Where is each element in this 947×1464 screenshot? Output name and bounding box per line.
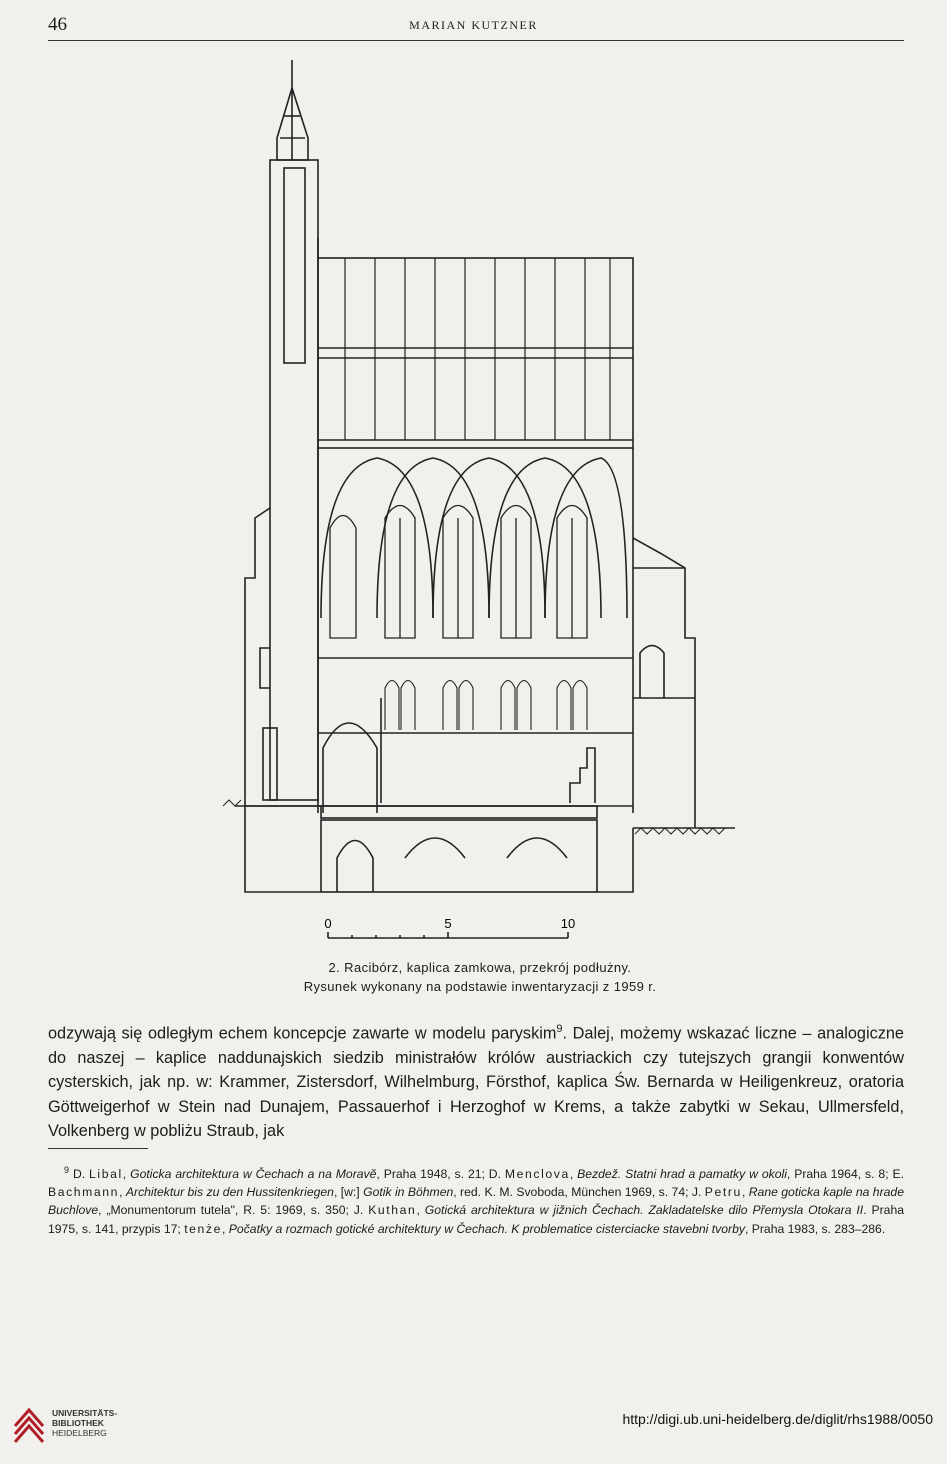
body-text-start: odzywają się odległym echem koncepcje zawarte w modelu paryskim xyxy=(48,1024,557,1043)
source-url-link[interactable]: http://digi.ub.uni-heidelberg.de/diglit/rhs1988/0050 xyxy=(622,1411,933,1427)
fn-author: Bachmann xyxy=(48,1185,120,1200)
library-logo-icon xyxy=(12,1406,46,1446)
caption-line-2: Rysunek wykonany na podstawie inwentaryzacji z 1959 r. xyxy=(303,979,657,994)
fn-author: Petru xyxy=(704,1185,742,1200)
logo-line-1: UNIVERSITÄTS- xyxy=(52,1408,118,1418)
footnote-rule xyxy=(48,1148,148,1149)
library-logo[interactable] xyxy=(12,1404,162,1450)
logo-line-2: BIBLIOTHEK xyxy=(52,1418,104,1428)
fn-author: Menclova xyxy=(504,1167,570,1182)
scale-label-5: 5 xyxy=(444,916,452,931)
page-number: 46 xyxy=(48,14,67,35)
fn-author: tenże xyxy=(184,1221,223,1236)
footnote-ref[interactable]: 9 xyxy=(556,1023,563,1035)
scale-label-0: 0 xyxy=(324,916,332,931)
fn-text: , Praha 1964, s. 8; E. xyxy=(786,1167,905,1182)
footnote-number: 9 xyxy=(64,1165,70,1175)
fn-text: , xyxy=(416,1203,425,1218)
fn-title: Počatky a rozmach gotické architektury w Čechach. K problematice cisterciacke stavebni tvorby xyxy=(228,1221,745,1236)
fn-text: , Praha 1948, s. 21; D. xyxy=(376,1167,505,1182)
fn-text: , xyxy=(122,1167,131,1182)
fn-title: Goticka architektura w Čechach a na Moravě xyxy=(130,1167,377,1182)
fn-text: , xyxy=(222,1221,229,1236)
footnote xyxy=(48,1161,904,1238)
fn-title: Gotik in Böhmen xyxy=(363,1185,454,1200)
header-rule xyxy=(48,40,904,41)
scale-label-10: 10 xyxy=(560,916,576,931)
fn-title: Rane goticka kaple na hrade Buchlove xyxy=(48,1185,904,1218)
fn-text: , xyxy=(569,1167,578,1182)
running-head: MARIAN KUTZNER xyxy=(409,18,538,32)
logo-line-3: HEIDELBERG xyxy=(52,1428,107,1438)
fn-text: . Praha 1975, s. 141, przypis 17; xyxy=(48,1203,905,1236)
fn-text: , [w:] xyxy=(333,1185,364,1200)
fn-text: , xyxy=(741,1185,749,1200)
body-paragraph xyxy=(48,1017,904,1143)
fn-text: , xyxy=(119,1185,126,1200)
fn-title: Architektur bis zu den Hussitenkriegen xyxy=(125,1185,334,1200)
fn-text: , Praha 1983, s. 283–286. xyxy=(744,1221,886,1236)
fn-text: D. xyxy=(72,1167,90,1182)
caption-line-1: 2. Racibórz, kaplica zamkowa, przekrój podłużny. xyxy=(328,960,632,975)
figure-caption xyxy=(180,958,780,996)
fn-title: Gotická architektura w jižnich Čechach. Zakladatelske dilo Přemysla Otokara II xyxy=(424,1203,864,1218)
fn-title: Bezdež. Statni hrad a pamatky w okoli xyxy=(577,1167,787,1182)
fn-text: , „Monumentorum tutela", R. 5: 1969, s. 350; J. xyxy=(98,1203,369,1218)
fn-author: Libal xyxy=(89,1167,123,1182)
body-text-cont: . Dalej, możemy wskazać liczne – analogiczne do naszej – kaplice naddunajskich siedzib ministrałów królów austriackich czy tutejszych grangii konwentów cysterskich, jak np. w: Krammer, Zistersdorf, Wilhelmburg, Försthof, kaplica Św. Bernarda w Heiligenkreuz, oratoria Göttweigerhof w Stein nad Dunajem, Passauerhof i Herzoghof w Krems, a także zabytki w Sekau, Ullmersfeld, Volkenberg w pobliżu Straub, jak xyxy=(48,1024,904,1141)
fn-text: , red. K. M. Svoboda, München 1969, s. 74; J. xyxy=(453,1185,705,1200)
chapel-section-drawing xyxy=(215,58,745,948)
fn-author: Kuthan xyxy=(368,1203,417,1218)
